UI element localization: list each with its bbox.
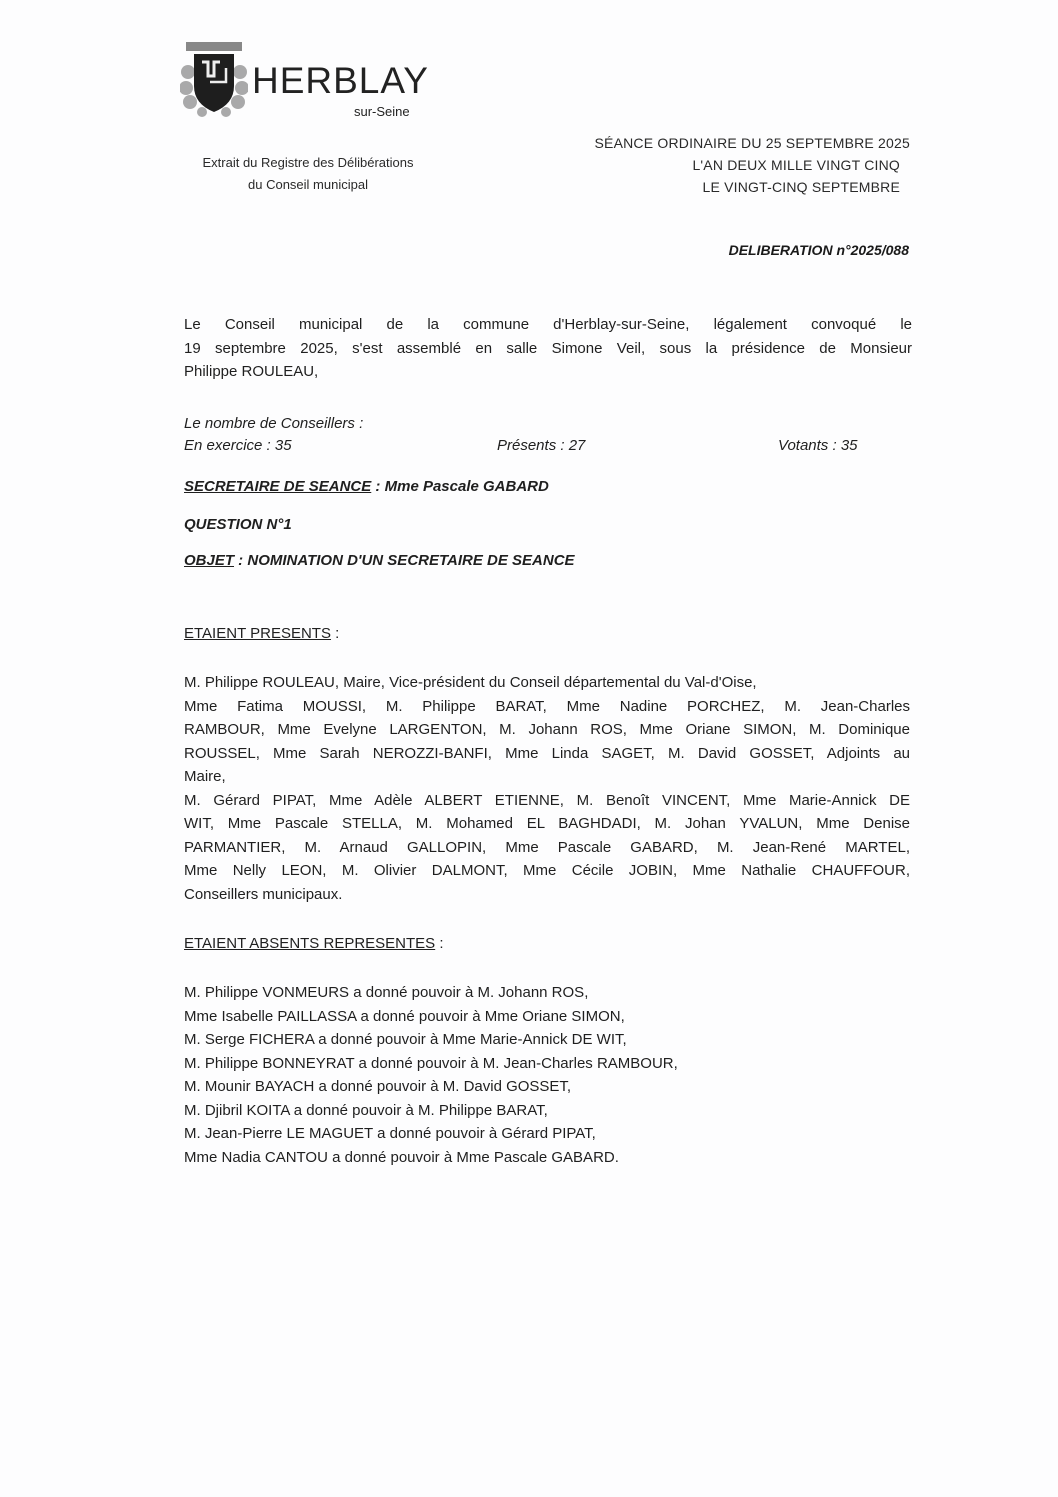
- intro-line: Philippe ROULEAU,: [184, 363, 319, 380]
- count-votants: Votants : 35: [778, 437, 858, 454]
- brand-name: HERBLAY: [252, 60, 429, 101]
- proxy-line: M. Djibril KOITA a donné pouvoir à M. Philippe BARAT,: [184, 1101, 548, 1119]
- deliberation-number: DELIBERATION n°2025/088: [728, 242, 909, 258]
- heading-suffix: :: [435, 935, 444, 952]
- proxy-line: Mme Nadia CANTOU a donné pouvoir à Mme Pascale GABARD.: [184, 1148, 619, 1166]
- councillors-count-label: Le nombre de Conseillers :: [184, 415, 364, 432]
- subject-label: OBJET: [184, 552, 235, 569]
- proxy-line: M. Philippe BONNEYRAT a donné pouvoir à M. Jean-Charles RAMBOUR,: [184, 1054, 678, 1072]
- presents-line: RAMBOUR, Mme Evelyne LARGENTON, M. Johann ROS, Mme Oriane SIMON, M. Dominique: [184, 721, 910, 738]
- session-line: SÉANCE ORDINAIRE DU 25 SEPTEMBRE 2025: [594, 135, 910, 151]
- absents-heading-label: ETAIENT ABSENTS REPRESENTES: [184, 935, 436, 952]
- presents-heading-label: ETAIENT PRESENTS: [184, 625, 331, 642]
- presents-line: PARMANTIER, M. Arnaud GALLOPIN, Mme Pascale GABARD, M. Jean-René MARTEL,: [184, 838, 910, 856]
- intro-line: 19 septembre 2025, s'est assemblé en salle Simone Veil, sous la présidence de Monsieur: [184, 339, 912, 357]
- presents-list: [184, 671, 910, 906]
- presents-line: M. Gérard PIPAT, Mme Adèle ALBERT ETIENNE, M. Benoît VINCENT, Mme Marie-Annick DE: [184, 791, 910, 809]
- presents-line: Mme Fatima MOUSSI, M. Philippe BARAT, Mme Nadine PORCHEZ, M. Jean-Charles: [184, 697, 910, 715]
- presents-line: Conseillers municipaux.: [184, 885, 343, 903]
- proxy-line: M. Philippe VONMEURS a donné pouvoir à M. Johann ROS,: [184, 984, 589, 1001]
- intro-paragraph: [184, 313, 912, 384]
- session-line: LE VINGT-CINQ SEPTEMBRE: [702, 179, 900, 195]
- count-presents: Présents : 27: [497, 437, 586, 454]
- register-extract-label: [188, 152, 428, 196]
- brand-subtitle: sur-Seine: [354, 104, 410, 119]
- secretary-separator: :: [371, 478, 385, 495]
- absents-represented-list: [184, 981, 678, 1169]
- session-line: L'AN DEUX MILLE VINGT CINQ: [692, 157, 900, 173]
- presents-line: ROUSSEL, Mme Sarah NEROZZI-BANFI, Mme Linda SAGET, M. David GOSSET, Adjoints au: [184, 744, 910, 762]
- heading-suffix: :: [330, 625, 340, 642]
- question-number: QUESTION N°1: [184, 516, 292, 533]
- extract-line: du Conseil municipal: [248, 177, 368, 192]
- subject-separator: :: [234, 552, 248, 569]
- presents-line: M. Philippe ROULEAU, Maire, Vice-président du Conseil départemental du Val-d'Oise,: [184, 674, 757, 691]
- presents-line: Maire,: [184, 768, 226, 785]
- intro-line: Le Conseil municipal de la commune d'Herblay-sur-Seine, légalement convoqué le: [184, 316, 912, 333]
- absents-heading: [184, 935, 444, 952]
- secretary-label: SECRETAIRE DE SEANCE: [184, 478, 372, 495]
- session-info: [595, 132, 911, 198]
- presents-heading: [184, 625, 339, 642]
- city-crest-icon: [180, 42, 248, 118]
- herblay-logo: [180, 42, 440, 122]
- secretary-name: Mme Pascale GABARD: [384, 478, 549, 495]
- proxy-line: Mme Isabelle PAILLASSA a donné pouvoir à Mme Oriane SIMON,: [184, 1007, 625, 1025]
- presents-line: WIT, Mme Pascale STELLA, M. Mohamed EL BAGHDADI, M. Johan YVALUN, Mme Denise: [184, 815, 910, 832]
- extract-line: Extrait du Registre des Délibérations: [202, 155, 414, 170]
- subject-value: NOMINATION D'UN SECRETAIRE DE SEANCE: [247, 552, 575, 569]
- count-en-exercice: En exercice : 35: [184, 437, 292, 454]
- proxy-line: M. Mounir BAYACH a donné pouvoir à M. David GOSSET,: [184, 1078, 572, 1095]
- presents-line: Mme Nelly LEON, M. Olivier DALMONT, Mme Cécile JOBIN, Mme Nathalie CHAUFFOUR,: [184, 862, 910, 879]
- session-secretary: [184, 478, 549, 495]
- deliberation-subject: [184, 552, 575, 569]
- proxy-line: M. Serge FICHERA a donné pouvoir à Mme Marie-Annick DE WIT,: [184, 1031, 627, 1048]
- proxy-line: M. Jean-Pierre LE MAGUET a donné pouvoir à Gérard PIPAT,: [184, 1125, 596, 1142]
